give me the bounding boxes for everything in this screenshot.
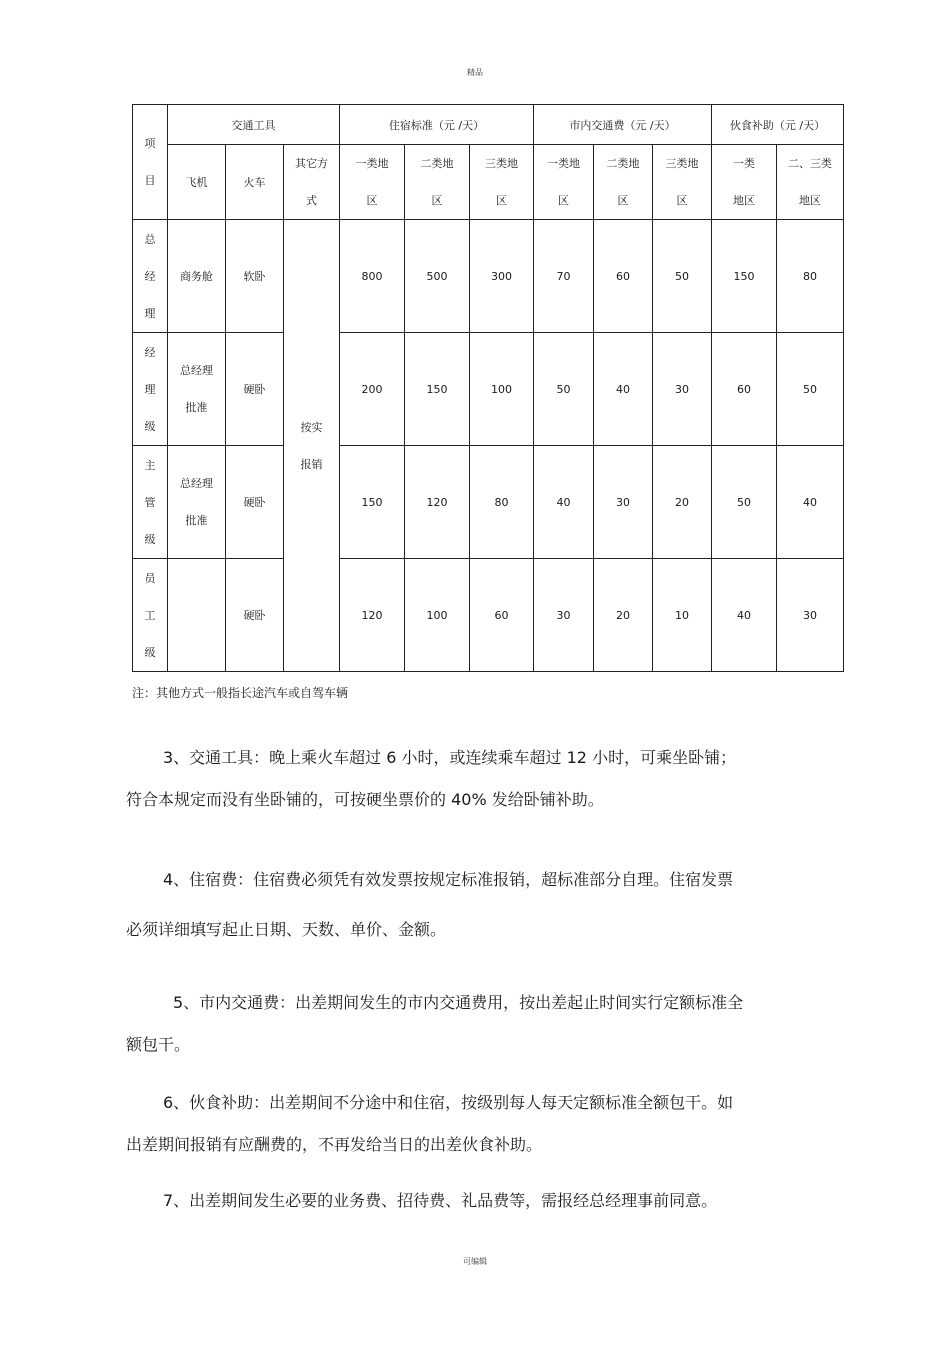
header-line: 地区 (799, 194, 822, 207)
level-cell (133, 446, 168, 559)
header-line: 地区 (733, 194, 756, 207)
level-char: 主 (144, 458, 156, 472)
table-row (133, 220, 844, 333)
travel-expense-table (132, 104, 844, 672)
other-merged-cell (284, 220, 340, 672)
train-cell: 硬卧 (226, 559, 284, 672)
value-cell: 40 (534, 446, 594, 559)
level-cell (133, 333, 168, 446)
value-cell: 40 (712, 559, 777, 672)
plane-line: 批准 (185, 401, 208, 414)
table-row (133, 333, 844, 446)
train-cell: 硬卧 (226, 446, 284, 559)
value-cell: 300 (470, 220, 534, 333)
local-zone2-header (594, 145, 653, 220)
paragraph-line: 必须详细填写起止日期、天数、单价、金额。 (126, 920, 447, 939)
level-char: 级 (144, 645, 156, 659)
value-cell: 30 (777, 559, 844, 672)
table-footnote: 注：其他方式一般指长途汽车或自驾车辆 (132, 686, 349, 700)
paragraph-7 (126, 1191, 826, 1211)
level-cell (133, 220, 168, 333)
meal-zone23-header (777, 145, 844, 220)
level-char: 理 (144, 306, 156, 320)
value-cell: 30 (594, 446, 653, 559)
header-line: 二类地 (420, 157, 454, 170)
transport-group-header: 交通工具 (168, 105, 340, 145)
header-line: 区 (676, 194, 688, 207)
paragraph-line: 6、伙食补助：出差期间不分途中和住宿，按级别每人每天定额标准全额包干。如 (163, 1093, 734, 1112)
paragraph-line: 出差期间报销有应酬费的，不再发给当日的出差伙食补助。 (126, 1135, 543, 1154)
merged-line: 按实 (300, 420, 323, 434)
paragraph-4 (126, 870, 826, 940)
value-cell: 50 (653, 220, 712, 333)
local-zone3-header (653, 145, 712, 220)
plane-header: 飞机 (168, 145, 226, 220)
paragraph-line: 额包干。 (126, 1035, 191, 1054)
table-sub-header-row (133, 145, 844, 220)
value-cell: 200 (340, 333, 405, 446)
header-line: 一类 (733, 157, 756, 170)
paragraph-6 (126, 1093, 826, 1155)
table-row (133, 559, 844, 672)
train-cell: 软卧 (226, 220, 284, 333)
plane-cell (168, 446, 226, 559)
plane-cell (168, 333, 226, 446)
plane-cell (168, 559, 226, 672)
value-cell: 50 (534, 333, 594, 446)
plane-cell: 商务舱 (168, 220, 226, 333)
header-line: 区 (431, 194, 443, 207)
table-row (133, 446, 844, 559)
train-cell: 硬卧 (226, 333, 284, 446)
level-char: 总 (144, 232, 156, 246)
meal-zone1-header (712, 145, 777, 220)
value-cell: 500 (405, 220, 470, 333)
level-char: 管 (144, 495, 156, 509)
value-cell: 80 (470, 446, 534, 559)
local-transport-group-header: 市内交通费（元 /天） (534, 105, 712, 145)
value-cell: 70 (534, 220, 594, 333)
local-zone1-header (534, 145, 594, 220)
train-header: 火车 (226, 145, 284, 220)
item-header-char: 目 (144, 174, 156, 187)
level-char: 级 (144, 532, 156, 546)
value-cell: 150 (712, 220, 777, 333)
plane-line: 总经理 (180, 477, 213, 490)
header-line: 区 (496, 194, 507, 207)
plane-line: 总经理 (180, 364, 213, 377)
value-cell: 100 (405, 559, 470, 672)
value-cell: 120 (340, 559, 405, 672)
paragraph-line: 3、交通工具：晚上乘火车超过 6 小时，或连续乘车超过 12 小时，可乘坐卧铺； (163, 748, 737, 767)
value-cell: 20 (594, 559, 653, 672)
other-header (284, 145, 340, 220)
value-cell: 50 (777, 333, 844, 446)
lodging-zone3-header (470, 145, 534, 220)
level-char: 经 (144, 345, 156, 359)
item-header-char: 项 (144, 137, 156, 150)
level-char: 理 (144, 382, 156, 396)
header-line: 区 (617, 194, 629, 207)
header-line: 式 (306, 194, 317, 207)
value-cell: 30 (653, 333, 712, 446)
page-header-label: 精品 (467, 68, 483, 77)
value-cell: 40 (594, 333, 653, 446)
page-footer-label: 可编辑 (463, 1257, 487, 1266)
value-cell: 40 (777, 446, 844, 559)
merged-line: 报销 (300, 457, 323, 471)
value-cell: 30 (534, 559, 594, 672)
header-line: 一类地 (547, 157, 581, 170)
value-cell: 60 (712, 333, 777, 446)
meal-group-header: 伙食补助（元 /天） (712, 105, 844, 145)
item-header-cell (133, 105, 168, 220)
header-line: 二、三类 (788, 157, 833, 170)
level-char: 工 (144, 608, 156, 622)
lodging-zone1-header (340, 145, 405, 220)
lodging-zone2-header (405, 145, 470, 220)
paragraph-line: 7、出差期间发生必要的业务费、招待费、礼品费等，需报经总经理事前同意。 (163, 1191, 718, 1210)
level-char: 员 (144, 571, 156, 585)
paragraph-line: 4、住宿费：住宿费必须凭有效发票按规定标准报销，超标准部分自理。住宿发票 (163, 870, 734, 889)
lodging-group-header: 住宿标准（元 /天） (340, 105, 534, 145)
header-line: 二类地 (606, 157, 640, 170)
level-char: 经 (144, 269, 156, 283)
header-line: 区 (558, 194, 570, 207)
value-cell: 60 (470, 559, 534, 672)
value-cell: 50 (712, 446, 777, 559)
paragraph-line: 5、市内交通费：出差期间发生的市内交通费用，按出差起止时间实行定额标准全 (173, 993, 744, 1012)
value-cell: 120 (405, 446, 470, 559)
header-line: 其它方 (295, 157, 328, 170)
value-cell: 10 (653, 559, 712, 672)
header-line: 一类地 (355, 157, 389, 170)
value-cell: 20 (653, 446, 712, 559)
value-cell: 60 (594, 220, 653, 333)
level-char: 级 (144, 419, 156, 433)
level-cell (133, 559, 168, 672)
header-line: 三类地 (485, 157, 518, 170)
paragraph-line: 符合本规定而没有坐卧铺的，可按硬坐票价的 40% 发给卧铺补助。 (126, 790, 604, 809)
paragraph-3 (126, 748, 826, 810)
value-cell: 800 (340, 220, 405, 333)
value-cell: 150 (405, 333, 470, 446)
value-cell: 100 (470, 333, 534, 446)
value-cell: 150 (340, 446, 405, 559)
plane-line: 批准 (185, 514, 208, 527)
header-line: 三类地 (665, 157, 699, 170)
header-line: 区 (366, 194, 378, 207)
paragraph-5 (126, 993, 826, 1055)
table-group-header-row (133, 105, 844, 145)
value-cell: 80 (777, 220, 844, 333)
